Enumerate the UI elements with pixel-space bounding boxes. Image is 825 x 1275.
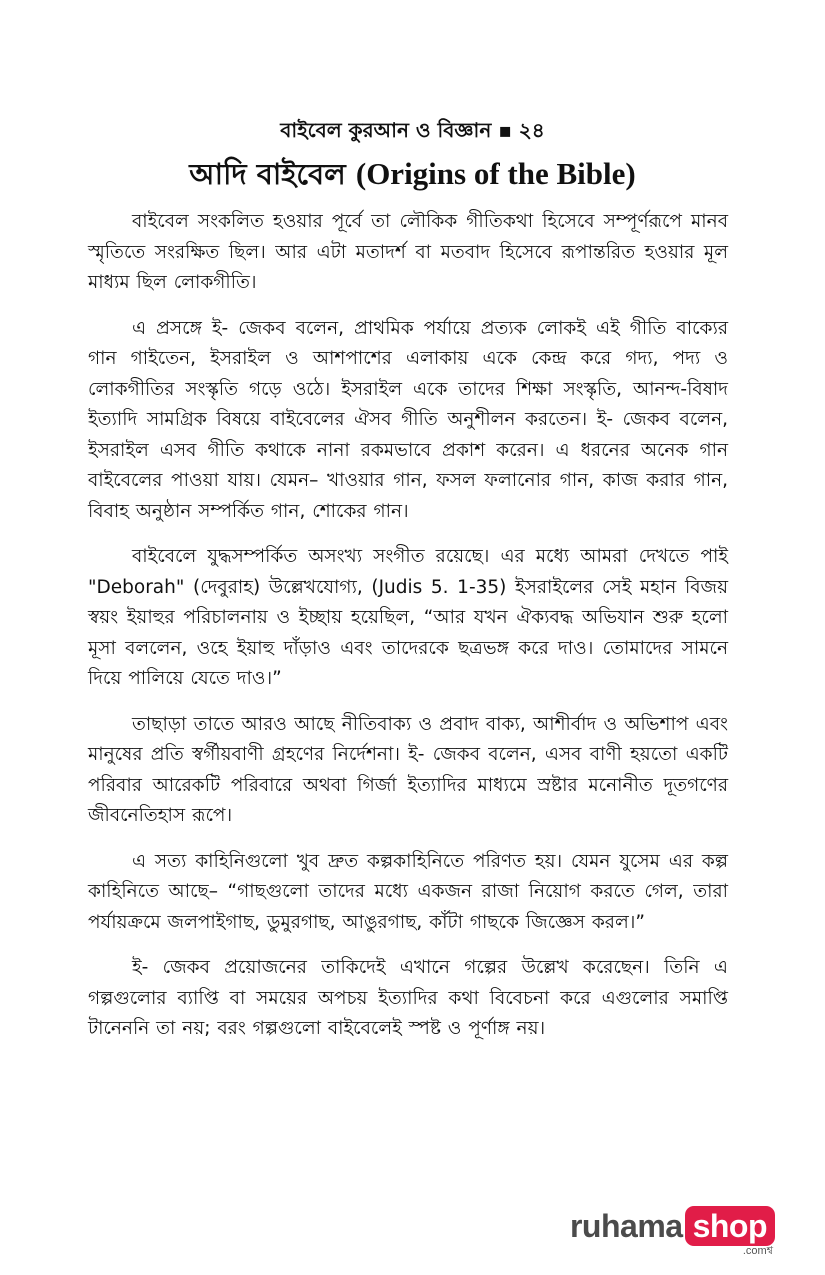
paragraph-6: ই- জেকব প্রয়োজনের তাকিদেই এখানে গল্পের উল্লেখ করেছেন। তিনি এ গল্পগুলোর ব্যাপ্তি বা সময়ের অপচয় ইত্যাদির কথা বিবেচনা করে এগুলোর সমাপ্তি টানেননি তা নয়; বরং গল্পগুলো বাইবেলেই স্পষ্ট ও পূর্ণাঙ্গ নয়।: [88, 957, 728, 1039]
chapter-title-english: (Origins of the Bible): [355, 156, 636, 191]
paragraph-4: তাছাড়া তাতে আরও আছে নীতিবাক্য ও প্রবাদ বাক্য, আশীর্বাদ ও অভিশাপ এবং মানুষের প্রতি স্বর্গীয়বাণী গ্রহণের নির্দেশনা। ই- জেকব বলেন, এসব বাণী হয়তো একটি পরিবার আরেকটি পরিবারে অথবা গির্জা ইত্যাদির মাধ্যমে স্রষ্টার মনোনীত দূতগণের জীবনেতিহাস রূপে।: [88, 713, 728, 826]
paragraph-2: এ প্রসঙ্গে ই- জেকব বলেন, প্রাথমিক পর্যায়ে প্রত্যক লোকই এই গীতি বাক্যের গান গাইতেন, ইসরাইল ও আশপাশের এলাকায় একে কেন্দ্র করে গদ্য, পদ্য ও লোকগীতির সংস্কৃতি গড়ে ওঠে। ইসরাইল একে তাদের শিক্ষা সংস্কৃতি, আনন্দ-বিষাদ ইত্যাদি সামগ্রিক বিষয়ে বাইবেলের ঐসব গীতি অনুশীলন করতেন। ই- জেকব বলেন, ইসরাইল এসব গীতি কথাকে নানা রকমভাবে প্রকাশ করেন। এ ধরনের অনেক গান বাইবেলের পাওয়া যায়। যেমন– খাওয়ার গান, ফসল ফলানোর গান, কাজ করার গান, বিবাহ অনুষ্ঠান সম্পর্কিত গান, শোকের গান।: [88, 317, 728, 522]
paragraph-1: বাইবেল সংকলিত হওয়ার পূর্বে তা লৌকিক গীতিকথা হিসেবে সম্পূর্ণরূপে মানব স্মৃতিতে সংরক্ষিত ছিল। আর এটা মতাদর্শ বা মতবাদ হিসেবে রূপান্তরিত হওয়ার মূল মাধ্যম ছিল লোকগীতি।: [88, 211, 728, 293]
paragraph-3: বাইবেলে যুদ্ধসম্পর্কিত অসংখ্য সংগীত রয়েছে। এর মধ্যে আমরা দেখতে পাই "Deborah" (দেবুরাহ) উল্লেখযোগ্য, (Judis 5. 1-35) ইসরাইলের সেই মহান বিজয় স্বয়ং ইয়াহুর পরিচালনায় ও ইচ্ছায় হয়েছিল, “আর যখন ঐক্যবদ্ধ অভিযান শুরু হলো মূসা বললেন, ওহে ইয়াহু দাঁড়াও এবং তাদেরকে ছত্রভঙ্গ করে দাও। তোমাদের সামনে দিয়ে পালিয়ে যেতে দাও।”: [88, 546, 728, 689]
running-header: বাইবেল কুরআন ও বিজ্ঞান ▪ ২৪: [280, 118, 545, 142]
logo-badge-text: shop: [692, 1208, 767, 1244]
paragraph-5: এ সত্য কাহিনিগুলো খুব দ্রুত কল্পকাহিনিতে পরিণত হয়। যেমন যুসেম এর কল্প কাহিনিতে আছে– “গাছগুলো তাদের মধ্যে একজন রাজা নিয়োগ করতে গেল, তারা পর্যায়ক্রমে জলপাইগাছ, ডুমুরগাছ, আঙুরগাছ, কাঁটা গাছকে জিজ্ঞেস করল।”: [88, 850, 728, 933]
logo-word: ruhama: [569, 1208, 683, 1244]
ruhamashop-logo: [570, 1206, 775, 1258]
chapter-title: [0, 152, 825, 196]
logo-tld: .comশ্ব: [742, 1245, 773, 1257]
body-text: [88, 207, 728, 1060]
chapter-title-bangla: আদি বাইবেল: [189, 157, 346, 191]
logo-badge: [685, 1206, 775, 1257]
